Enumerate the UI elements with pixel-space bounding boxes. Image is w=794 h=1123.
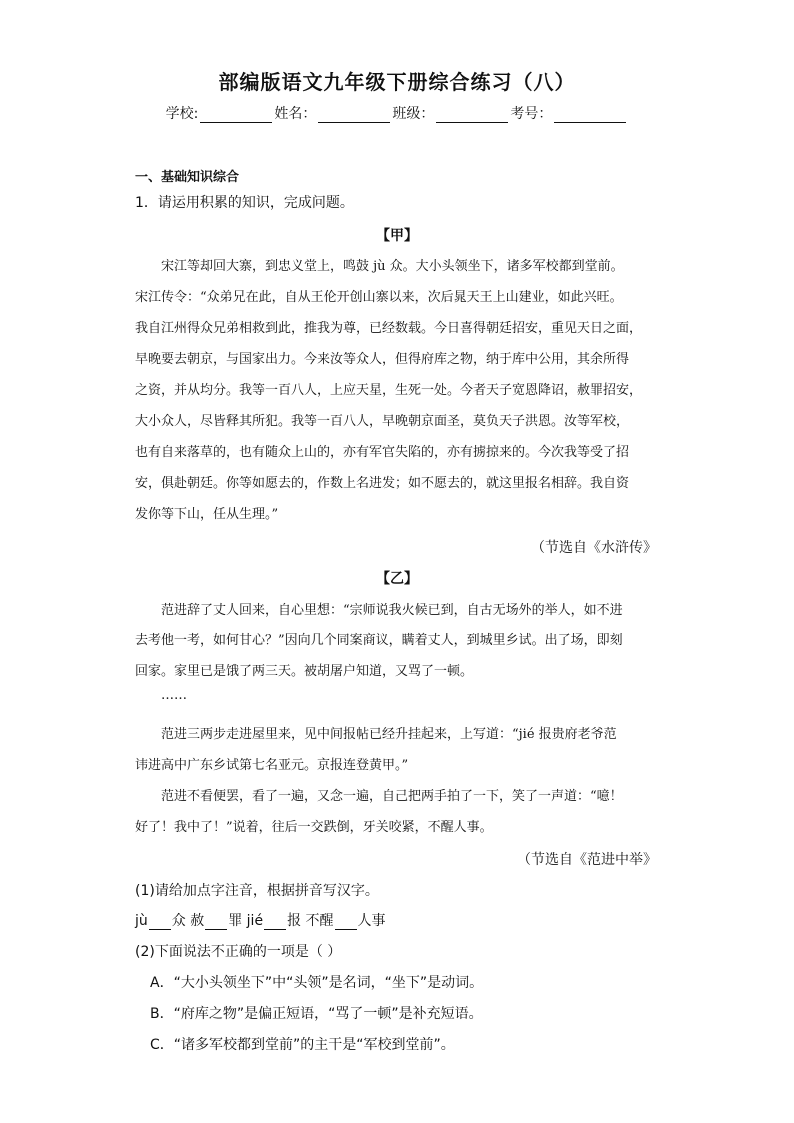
passage-a-line: 安，俱赴朝廷。你等如愿去的，作数上名进发；如不愿去的，就这里报名相辞。我自资 [135,476,630,491]
fill-part: 众 赦 [171,913,205,929]
fill-part: 罪 jié [228,913,264,929]
fill-part: 人事 [357,913,386,929]
student-info-line [0,103,794,123]
answer-blank[interactable] [149,915,171,930]
pinyin-fill-line [135,910,386,930]
passage-a-line: 宋江传令：“众弟兄在此，自从王伦开创山寨以来，次后晁天王上山建业，如此兴旺。 [135,290,623,305]
passage-b-line: 去考他一考，如何甘心？”因向几个同案商议，瞒着丈人，到城里乡试。出了场，即刻 [135,633,623,648]
passage-a-source: （节选自《水浒传》 [531,540,657,556]
school-label: 学校: [165,106,199,122]
option-b[interactable]: B．“府库之物”是偏正短语，“骂了一顿”是补充短语。 [150,1006,483,1022]
class-label: 班级： [392,106,435,122]
answer-blank[interactable] [335,915,357,930]
passage-b-line: 回家。家里已是饿了两三天。被胡屠户知道，又骂了一顿。 [135,664,474,679]
fill-part: 报 不醒 [287,913,334,929]
school-blank[interactable] [200,108,272,123]
passage-a-line: 大小众人，尽皆释其所犯。我等一百八人，早晚朝京面圣，莫负天子洪恩。汝等军校， [135,414,630,429]
passage-b-line: 范进不看便罢，看了一遍，又念一遍，自己把两手拍了一下，笑了一声道：“噫！ [161,789,623,804]
name-blank[interactable] [318,108,390,123]
exam-no-label: 考号： [510,106,553,122]
class-blank[interactable] [436,108,508,123]
passage-a-heading: 【甲】 [376,228,418,244]
passage-a-line: 也有自来落草的，也有随众上山的，亦有军官失陷的，亦有掳掠来的。今次我等受了招 [135,445,630,460]
passage-b-line: 范进三两步走进屋里来，见中间报帖已经升挂起来，上写道：“jié 报贵府老爷范 [161,727,617,742]
passage-a-line: 之资，并从均分。我等一百八人，上应天星，生死一处。今者天子宽恩降诏，赦罪招安， [135,383,643,398]
passage-a-line: 发你等下山，任从生理。” [135,507,279,522]
passage-b-line: 讳进高中广东乡试第七名亚元。京报连登黄甲。” [135,758,409,773]
answer-blank[interactable] [264,915,286,930]
exam-no-blank[interactable] [554,108,626,123]
passage-b-ellipsis: …… [161,688,187,703]
passage-b-source: （节选自《范进中举》 [517,852,657,868]
passage-a-line: 早晚要去朝京，与国家出力。今来汝等众人，但得府库之物，纳于库中公用，其余所得 [135,352,630,367]
passage-b-line: 好了！我中了！”说着，往后一交跌倒，牙关咬紧，不醒人事。 [135,820,493,835]
sub-question-1: (1)请给加点字注音，根据拼音写汉字。 [135,883,379,899]
name-label: 姓名： [274,106,317,122]
question-1: 1．请运用积累的知识，完成问题。 [135,195,354,211]
passage-a-line: 我自江州得众兄弟相救到此，推我为尊，已经数载。今日喜得朝廷招安，重见天日之面， [135,321,643,336]
passage-b-line: 范进辞了丈人回来，自心里想：“宗师说我火候已到，自古无场外的举人，如不进 [161,603,623,618]
page-title: 部编版语文九年级下册综合练习（八） [218,70,576,94]
sub-question-2: (2)下面说法不正确的一项是（ ） [135,944,342,960]
option-a[interactable]: A．“大小头领坐下”中“头领”是名词，“坐下”是动词。 [150,975,484,991]
fill-part: jù [135,913,148,929]
answer-blank[interactable] [205,915,227,930]
passage-b-heading: 【乙】 [376,571,418,587]
option-c[interactable]: C．“诸多军校都到堂前”的主干是“军校到堂前”。 [150,1037,455,1053]
section-heading: 一、基础知识综合 [135,170,240,185]
passage-a-line: 宋江等却回大寨，到忠义堂上，鸣鼓 jù 众。大小头领坐下，诸多军校都到堂前。 [161,259,624,274]
